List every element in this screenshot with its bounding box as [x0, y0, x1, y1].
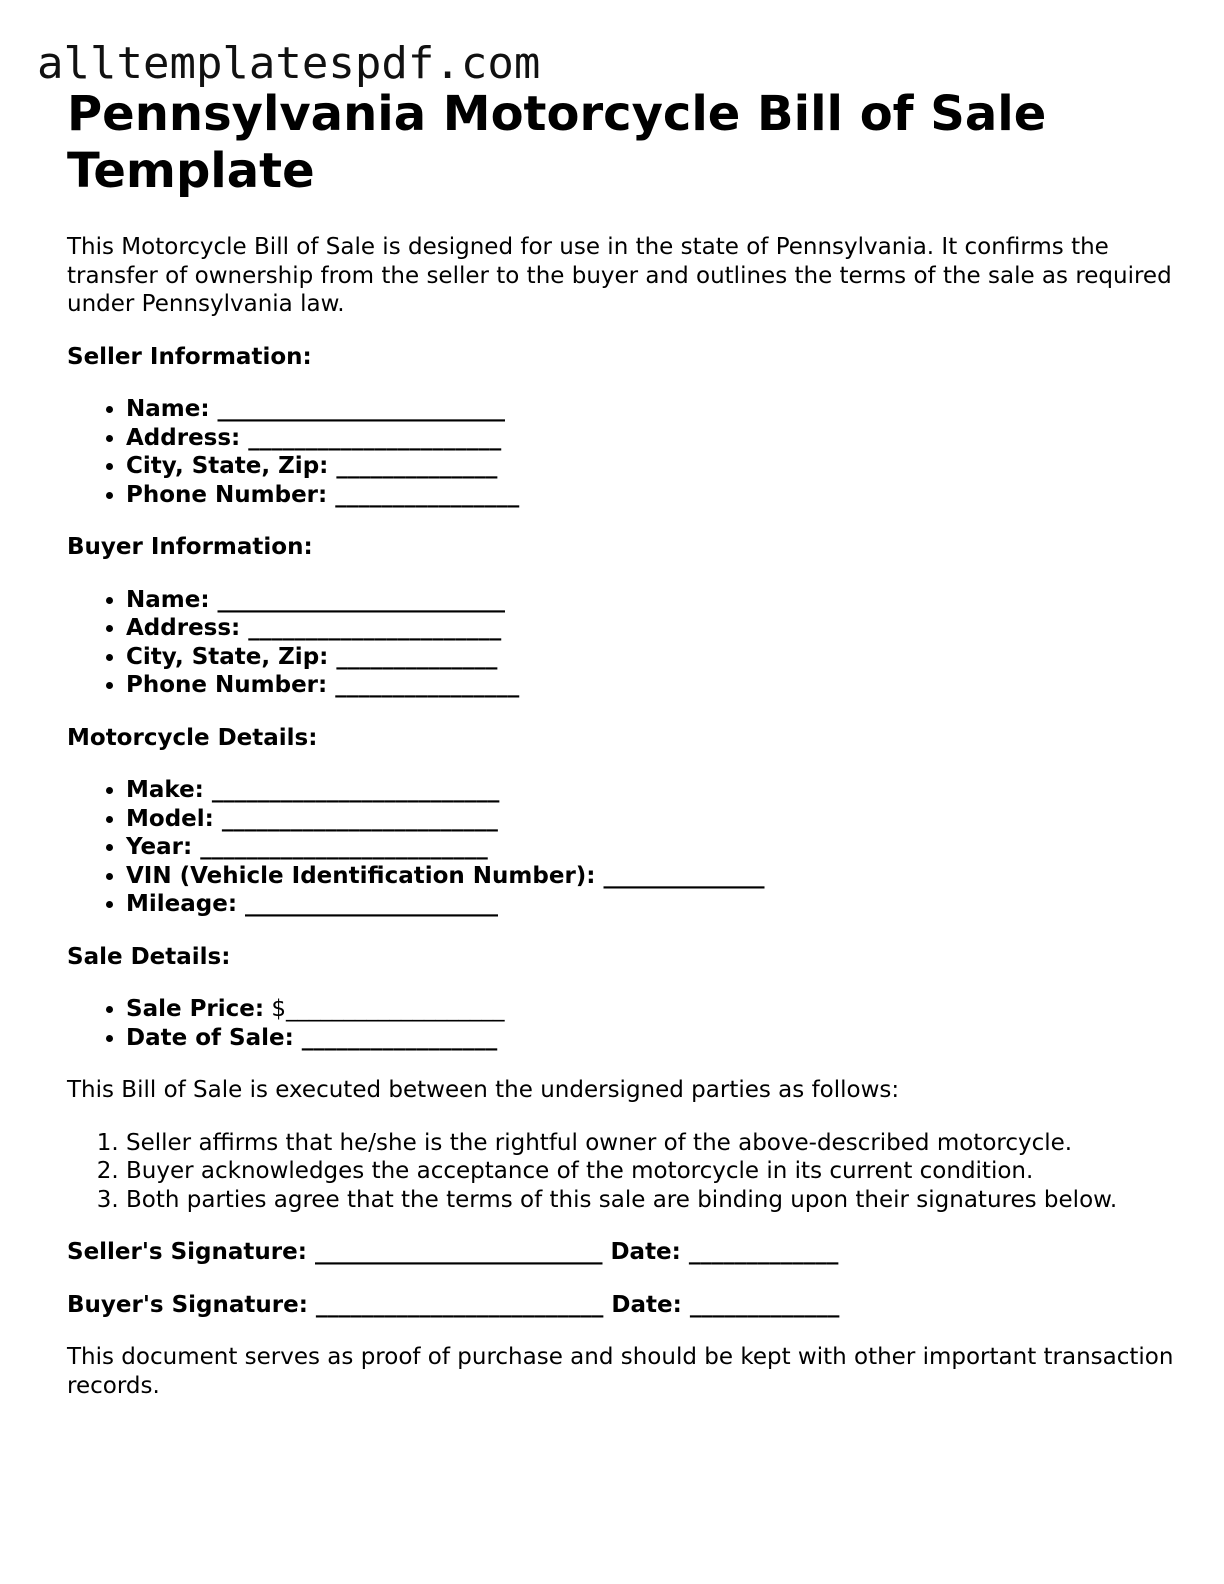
year-field: • Year: _________________________: [126, 833, 1177, 862]
seller-signature-label: Seller's Signature:: [67, 1239, 307, 1265]
buyer-signature-blank: _________________________: [307, 1291, 612, 1318]
terms-list: [67, 1129, 1177, 1215]
buyer-name-field: • Name: _________________________: [126, 586, 1177, 615]
term-item: 3. Both parties agree that the terms of this sale are binding upon their signatures below.: [126, 1186, 1177, 1215]
seller-field-list: [67, 395, 1177, 509]
buyer-signature-line: [67, 1291, 1177, 1320]
motorcycle-field-list: [67, 776, 1177, 919]
term-item: 1. Seller affirms that he/she is the rightful owner of the above-described motorcycle.: [126, 1129, 1177, 1158]
buyer-signature-label: Buyer's Signature:: [67, 1291, 308, 1318]
mileage-field: • Mileage: ______________________: [126, 890, 1177, 919]
seller-date-label: Date:: [610, 1239, 681, 1265]
buyer-field-list: [67, 586, 1177, 700]
buyer-phone-field: • Phone Number: ________________: [126, 671, 1177, 700]
buyer-address-field: • Address: ______________________: [126, 614, 1177, 643]
watermark-text: alltemplatespdf.com: [37, 38, 541, 89]
buyer-section-heading: Buyer Information:: [67, 534, 313, 560]
sale-section-heading: Sale Details:: [67, 943, 231, 970]
page-title: Pennsylvania Motorcycle Bill of Sale Template: [67, 86, 1047, 199]
seller-phone-field: • Phone Number: ________________: [126, 481, 1177, 510]
seller-signature-line: [67, 1238, 1177, 1267]
sale-price-field: • Sale Price: $___________________: [126, 995, 1177, 1024]
seller-date-blank: _____________: [680, 1239, 839, 1265]
seller-city-state-zip-field: • City, State, Zip: ______________: [126, 452, 1177, 481]
term-item: 2. Buyer acknowledges the acceptance of the motorcycle in its current condition.: [126, 1157, 1177, 1186]
model-field: • Model: ________________________: [126, 805, 1177, 834]
seller-signature-blank: _________________________: [306, 1239, 611, 1265]
seller-section-heading: Seller Information:: [67, 343, 312, 370]
closing-paragraph: This document serves as proof of purchase and should be kept with other important transaction records.: [67, 1344, 1174, 1399]
executed-statement: This Bill of Sale is executed between the undersigned parties as follows:: [67, 1077, 900, 1103]
sale-field-list: [67, 995, 1177, 1052]
buyer-date-label: Date:: [611, 1291, 682, 1318]
seller-address-field: • Address: ______________________: [126, 424, 1177, 453]
intro-paragraph: This Motorcycle Bill of Sale is designed for use in the state of Pennsylvania. It confirms the transfer of ownership from the seller to the buyer and outlines the terms of the sale as required under Pennsylvania law.: [67, 234, 1172, 317]
motorcycle-section-heading: Motorcycle Details:: [67, 724, 318, 751]
buyer-city-state-zip-field: • City, State, Zip: ______________: [126, 643, 1177, 672]
seller-name-field: • Name: _________________________: [126, 395, 1177, 424]
make-field: • Make: _________________________: [126, 776, 1177, 805]
sale-date-field: • Date of Sale: _________________: [126, 1024, 1177, 1053]
buyer-date-blank: _____________: [681, 1291, 840, 1318]
document-body: [67, 86, 1177, 1400]
vin-field: • VIN (Vehicle Identification Number): ______________: [126, 862, 1177, 891]
